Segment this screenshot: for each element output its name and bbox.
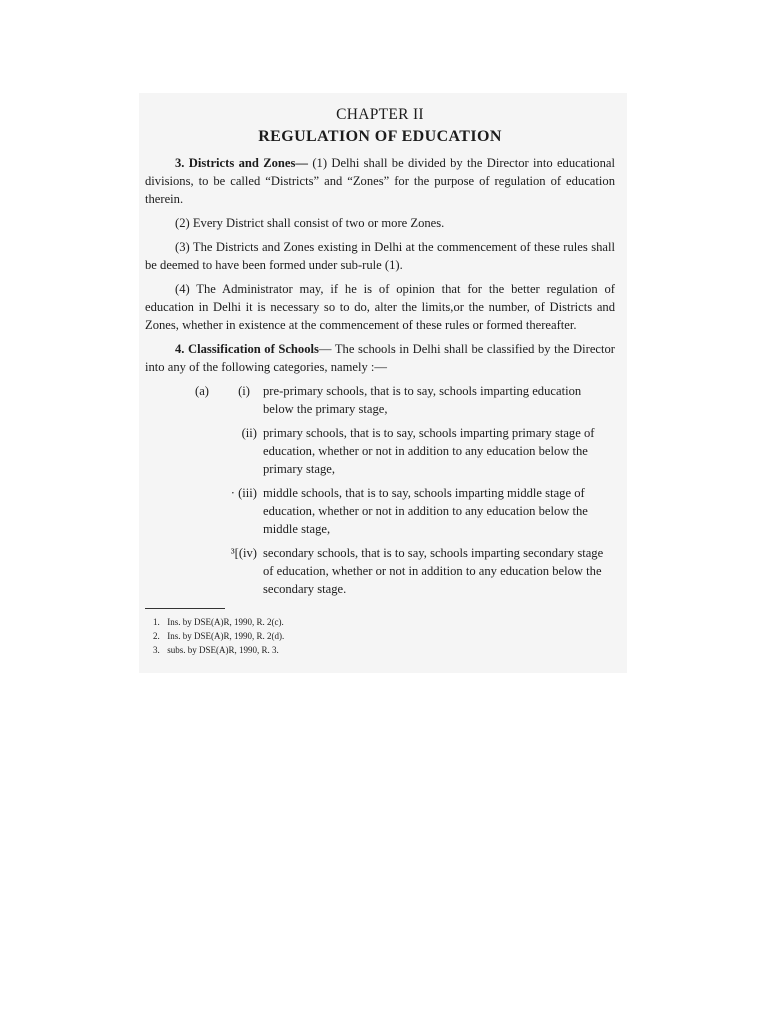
item-text: primary schools, that is to say, schools imparting primary stage of education, whether or not in addition to any education below the primary stage, (263, 426, 595, 476)
list-item (145, 484, 615, 538)
chapter-number: CHAPTER II (336, 106, 424, 123)
footnote-number: 3. (153, 645, 160, 655)
footnote-item (145, 615, 615, 629)
chapter-title: REGULATION OF EDUCATION (258, 128, 502, 145)
rule-3-paragraph-1 (145, 154, 615, 208)
footnote-number: 1. (153, 617, 160, 627)
item-marker: · (iii) (230, 486, 257, 500)
rule-4-intro (145, 340, 615, 376)
footnotes (145, 615, 615, 657)
document-body (145, 100, 615, 657)
footnote-text: subs. by DSE(A)R, 1990, R. 3. (167, 645, 279, 655)
item-marker: ³[(iv) (230, 546, 257, 560)
footnote-item (145, 629, 615, 643)
item-text: secondary schools, that is to say, schools imparting secondary stage of education, whether or not in addition to any education below the secondary stage. (263, 546, 604, 596)
clause-marker-a: (a) (195, 384, 209, 398)
rule-3-paragraph-3: (3) The Districts and Zones existing in Delhi at the commencement of these rules shall be deemed to have been formed under sub-rule (1). (145, 240, 615, 272)
rule-4-heading: 4. Classification of Schools (175, 342, 319, 356)
footnote-number: 2. (153, 631, 160, 641)
footnote-item (145, 643, 615, 657)
item-marker: (i) (238, 384, 250, 398)
rule-4-intro-text: — The schools in Delhi shall be classified by the Director into any of the following categories, namely :— (145, 342, 615, 374)
footnote-text: Ins. by DSE(A)R, 1990, R. 2(d). (167, 631, 285, 641)
rule-3-paragraph-2: (2) Every District shall consist of two or more Zones. (175, 216, 445, 230)
rule-3-heading: 3. Districts and Zones— (175, 156, 308, 170)
list-item (145, 544, 615, 598)
item-text: pre-primary schools, that is to say, schools imparting education below the primary stage, (263, 384, 582, 416)
item-text: middle schools, that is to say, schools imparting middle stage of education, whether or not in addition to any education below the middle stage, (263, 486, 588, 536)
footnote-text: Ins. by DSE(A)R, 1990, R. 2(c). (167, 617, 284, 627)
footnote-divider (145, 608, 225, 609)
rule-3-paragraph-4: (4) The Administrator may, if he is of opinion that for the better regulation of education in Delhi it is necessary so to do, alter the limits,or the number, of Districts and Zones, whether in existence at the commencement of these rules or formed thereafter. (145, 282, 615, 332)
rule-3-sub-1-text: (1) Delhi shall be divided by the Director into educational divisions, to be called “Districts” and “Zones” for the purpose of regulation of education therein. (145, 156, 615, 206)
list-item (145, 382, 615, 418)
item-marker: (ii) (241, 426, 257, 440)
list-item (145, 424, 615, 478)
